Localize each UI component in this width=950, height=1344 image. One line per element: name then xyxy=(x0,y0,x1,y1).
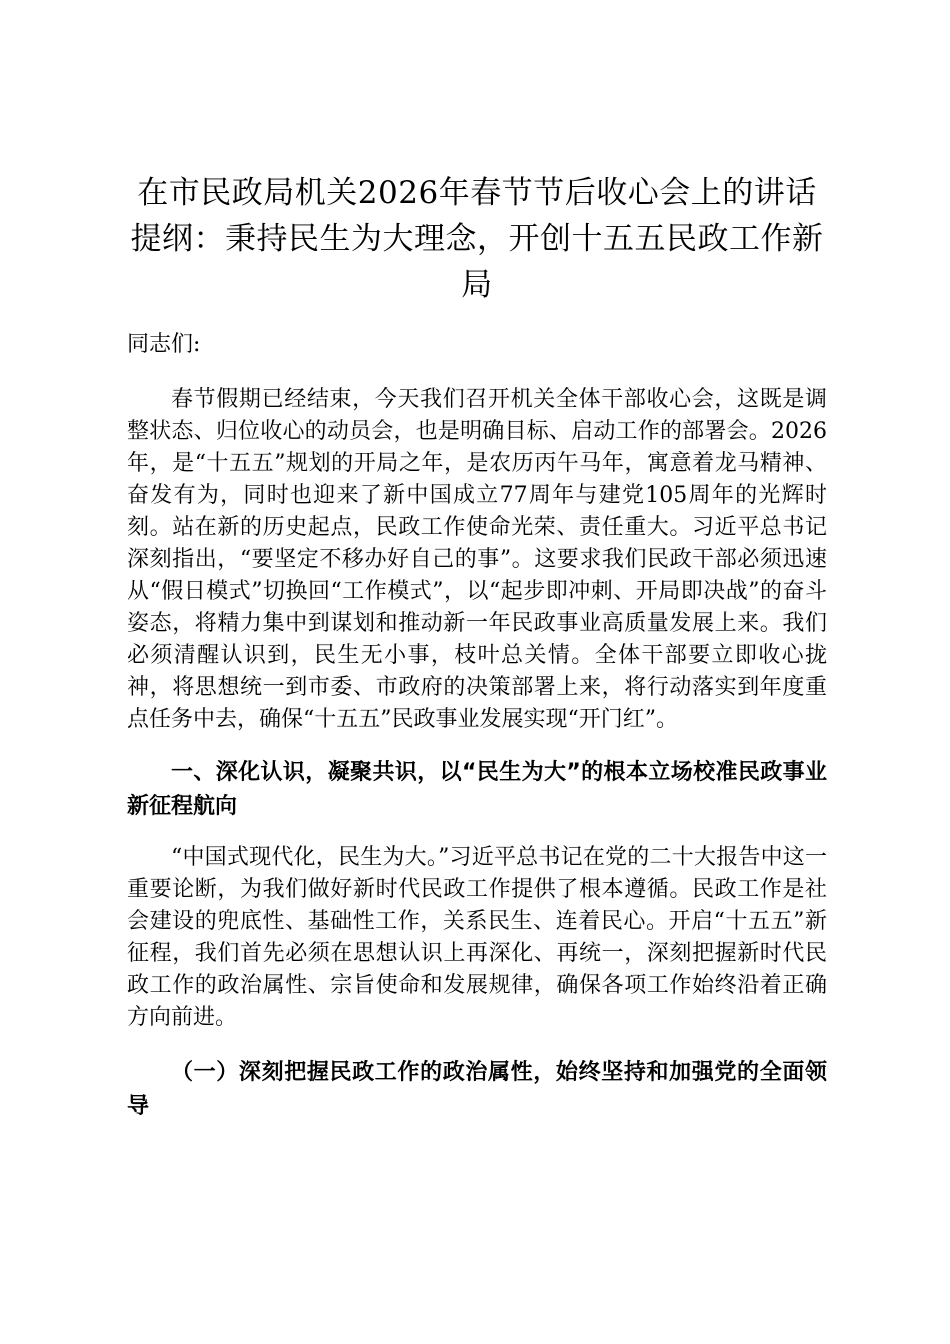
section-1-paragraph: “中国式现代化，民生为大。”习近平总书记在党的二十大报告中这一重要论断，为我们做好新时代民政工作提供了根本遵循。民政工作是社会建设的兜底性、基础性工作，关系民生、连着民心。开启“十五五”新征程，我们首先必须在思想认识上再深化、再统一，深刻把握新时代民政工作的政治属性、宗旨使命和发展规律，确保各项工作始终沿着正确方向前进。 xyxy=(127,845,827,1030)
section-heading-1: 一、深化认识，凝聚共识，以“民生为大”的根本立场校准民政事业新征程航向 xyxy=(127,760,827,819)
salutation: 同志们: xyxy=(127,332,201,357)
opening-paragraph: 春节假期已经结束，今天我们召开机关全体干部收心会，这既是调整状态、归位收心的动员会，也是明确目标、启动工作的部署会。2026年，是“十五五”规划的开局之年，是农历丙午马年，寓意着龙马精神、奋发有为，同时也迎来了新中国成立77周年与建党105周年的光辉时刻。站在新的历史起点，民政工作使命光荣、责任重大。习近平总书记深刻指出，“要坚定不移办好自己的事”。这要求我们民政干部必须迅速从“假日模式”切换回“工作模式”，以“起步即冲刺、开局即决战”的奋斗姿态，将精力集中到谋划和推动新一年民政事业高质量发展上来。我们必须清醒认识到，民生无小事，枝叶总关情。全体干部要立即收心拢神，将思想统一到市委、市政府的决策部署上来，将行动落实到年度重点任务中去，确保“十五五”民政事业发展实现“开门红”。 xyxy=(127,387,827,732)
document-body xyxy=(127,170,827,1142)
subsection-heading-1: （一）深刻把握民政工作的政治属性，始终坚持和加强党的全面领导 xyxy=(127,1060,827,1119)
document-title: 在市民政局机关2026年春节节后收心会上的讲话提纲：秉持民生为大理念，开创十五五民政工作新局 xyxy=(130,175,824,303)
